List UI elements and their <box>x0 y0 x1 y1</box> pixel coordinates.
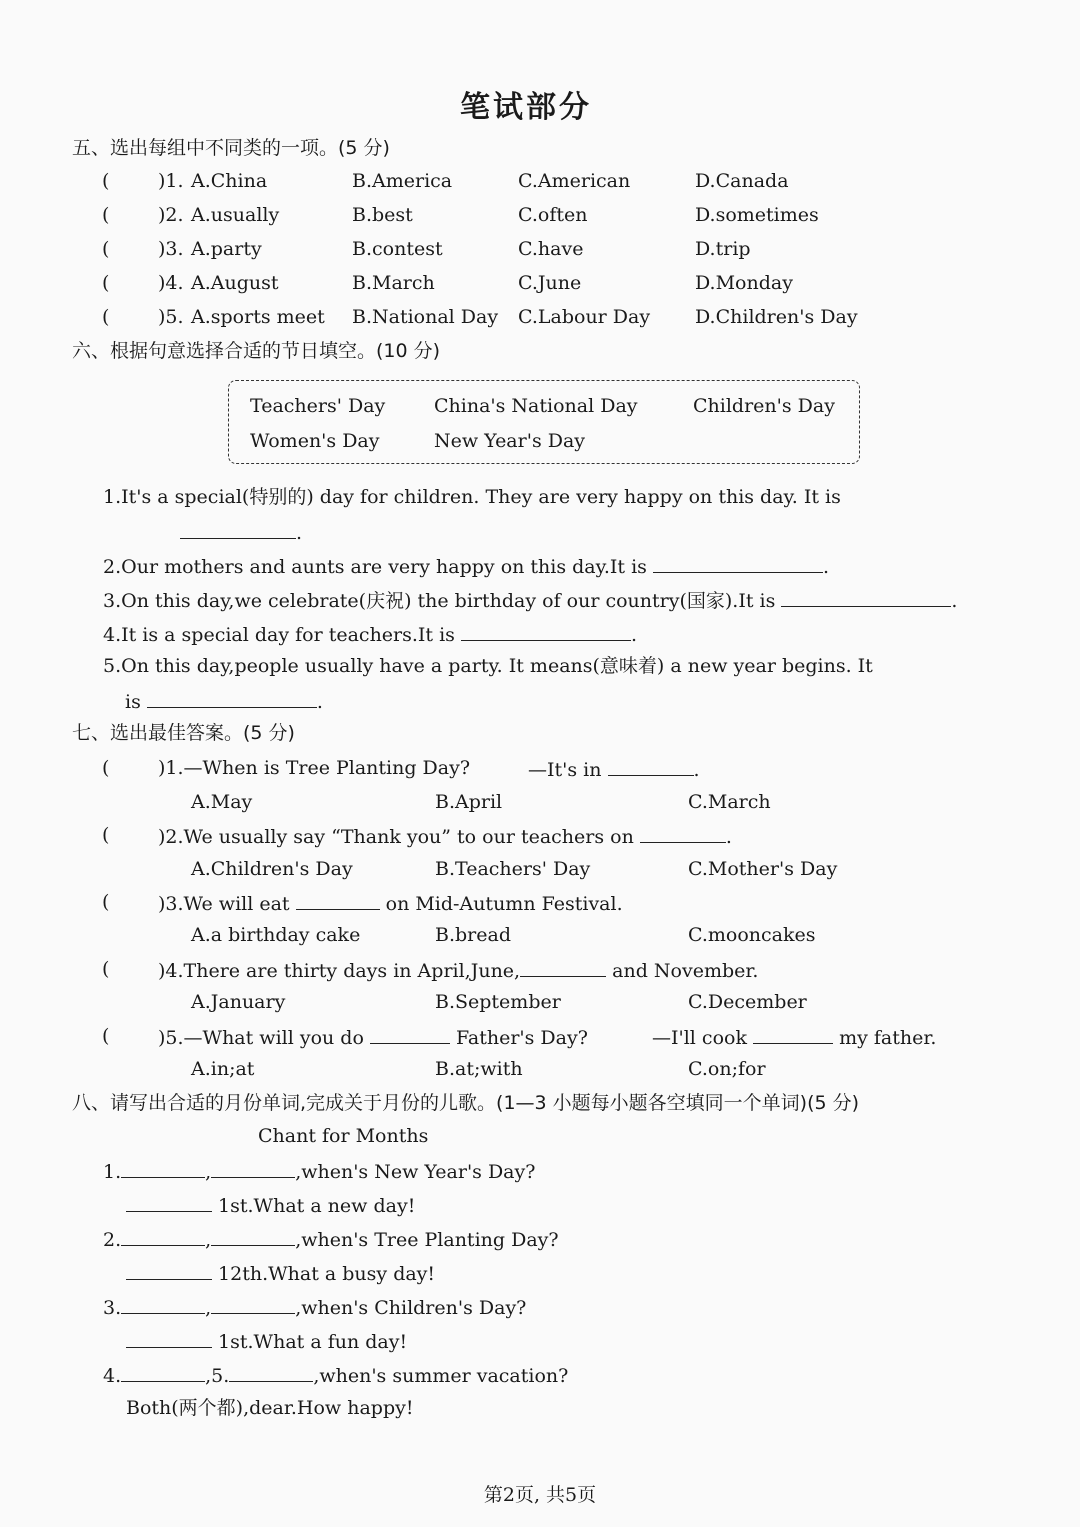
q-number: )2. <box>158 204 184 226</box>
option-a: A.May <box>191 791 253 813</box>
question-7-2 <box>158 824 732 849</box>
answer-paren[interactable]: ( <box>102 824 110 846</box>
option-b: B.bread <box>435 924 511 946</box>
option-d: D.Canada <box>695 170 789 192</box>
question-text: 2.Our mothers and aunts are very happy on this day.It is <box>103 556 647 578</box>
chant-line-1b <box>126 1193 415 1218</box>
question-6-2 <box>103 554 829 579</box>
q-number: )4. <box>158 272 184 294</box>
section-7-heading: 七、选出最佳答案。(5 分) <box>72 722 295 744</box>
question-text: Father's Day? <box>456 1027 588 1049</box>
option-c: C.often <box>518 204 588 226</box>
item-number: 2. <box>103 1229 122 1251</box>
answer-blank[interactable] <box>147 689 317 708</box>
chant-line-1 <box>103 1159 535 1184</box>
answer-blank[interactable] <box>781 588 951 607</box>
question-text: 4.It is a special day for teachers.It is <box>103 624 455 646</box>
period: . <box>725 826 732 848</box>
item-number: ,5. <box>205 1365 230 1387</box>
answer-blank[interactable] <box>608 757 694 776</box>
chant-line-2b <box>126 1261 435 1286</box>
option-b: B.September <box>435 991 561 1013</box>
option-a: A.usually <box>191 204 280 226</box>
answer-paren[interactable]: ( <box>102 958 110 980</box>
option-b: B.at;with <box>435 1058 523 1080</box>
chant-line-3 <box>103 1295 526 1320</box>
chant-line-2 <box>103 1227 559 1252</box>
option-c: C.mooncakes <box>688 924 816 946</box>
page-title: 笔试部分 <box>460 90 592 125</box>
period: . <box>630 624 638 646</box>
word-bank-item: Children's Day <box>693 395 835 417</box>
answer-blank[interactable] <box>229 1363 313 1382</box>
option-a: A.in;at <box>191 1058 255 1080</box>
item-number: 1. <box>103 1161 122 1183</box>
option-a: A.January <box>191 991 286 1013</box>
comma: , <box>205 1229 212 1251</box>
q-number: )1. <box>158 170 184 192</box>
option-d: D.Monday <box>695 272 793 294</box>
answer-blank[interactable] <box>126 1261 212 1280</box>
question-text: )3.We will eat <box>158 893 290 915</box>
answer-blank[interactable] <box>211 1227 295 1246</box>
answer-blank[interactable] <box>653 554 823 573</box>
option-d: D.Children's Day <box>695 306 858 328</box>
word-bank-item: New Year's Day <box>434 430 586 452</box>
chant-text: ,when's Tree Planting Day? <box>295 1229 559 1251</box>
answer-blank[interactable] <box>126 1193 212 1212</box>
answer-blank[interactable] <box>121 1227 205 1246</box>
chant-text: 12th.What a busy day! <box>218 1263 436 1285</box>
q-number: )5. <box>158 306 184 328</box>
question-6-1-blank-line <box>180 520 302 545</box>
section-6-heading: 六、根据句意选择合适的节日填空。(10 分) <box>72 340 441 362</box>
answer-blank[interactable] <box>121 1295 205 1314</box>
question-7-5-reply <box>652 1025 936 1050</box>
option-b: B.America <box>352 170 453 192</box>
question-text: )2.We usually say “Thank you” to our teachers on <box>158 826 634 848</box>
answer-blank[interactable] <box>640 824 726 843</box>
answer-paren[interactable]: ( <box>102 204 110 226</box>
option-a: A.sports meet <box>191 306 325 328</box>
question-7-5 <box>158 1025 588 1050</box>
answer-blank[interactable] <box>520 958 606 977</box>
chant-line-3b <box>126 1329 407 1354</box>
answer-paren[interactable]: ( <box>102 1025 110 1047</box>
chant-text: 1st.What a fun day! <box>218 1331 408 1353</box>
option-d: D.sometimes <box>695 204 819 226</box>
word-bank-item: Women's Day <box>250 430 380 452</box>
option-b: B.National Day <box>352 306 499 328</box>
answer-blank[interactable] <box>461 622 631 641</box>
question-text: and November. <box>612 960 759 982</box>
question-7-1-reply <box>528 757 700 782</box>
question-text: —I'll cook <box>652 1027 747 1049</box>
period: . <box>296 522 303 544</box>
question-text: )5.—What will you do <box>158 1027 364 1049</box>
question-7-3 <box>158 891 623 916</box>
page-footer: 第2页, 共5页 <box>483 1484 597 1506</box>
answer-blank[interactable] <box>296 891 380 910</box>
question-6-1: 1.It's a special(特别的) day for children. They are very happy on this day. It is <box>103 486 841 508</box>
word-bank-box <box>228 380 860 464</box>
option-d: D.trip <box>695 238 751 260</box>
option-a: A.party <box>191 238 262 260</box>
option-c: C.December <box>688 991 807 1013</box>
option-c: C.Labour Day <box>518 306 651 328</box>
period: . <box>693 759 700 781</box>
question-6-4 <box>103 622 637 647</box>
option-a: A.Children's Day <box>191 858 353 880</box>
chant-text: ,when's Children's Day? <box>295 1297 527 1319</box>
period: . <box>316 691 323 713</box>
answer-paren[interactable]: ( <box>102 238 110 260</box>
question-text: 3.On this day,we celebrate(庆祝) the birthday of our country(国家).It is <box>103 590 776 612</box>
chant-title: Chant for Months <box>258 1125 429 1147</box>
section-8-heading: 八、请写出合适的月份单词,完成关于月份的儿歌。(1—3 小题每小题各空填同一个单词)(5 分) <box>72 1092 860 1114</box>
question-text: —It's in <box>528 759 602 781</box>
question-6-5: 5.On this day,people usually have a party. It means(意味着) a new year begins. It <box>103 655 873 677</box>
question-6-3 <box>103 588 957 613</box>
question-6-5-blank-line <box>125 689 323 714</box>
word-bank-item: Teachers' Day <box>250 395 386 417</box>
option-b: B.best <box>352 204 413 226</box>
item-number: 3. <box>103 1297 122 1319</box>
chant-text: 1st.What a new day! <box>218 1195 416 1217</box>
chant-text: ,when's summer vacation? <box>313 1365 569 1387</box>
option-c: C.on;for <box>688 1058 766 1080</box>
answer-paren[interactable]: ( <box>102 170 110 192</box>
option-c: C.American <box>518 170 631 192</box>
answer-paren[interactable]: ( <box>102 757 110 779</box>
answer-blank[interactable] <box>180 520 296 539</box>
option-b: B.contest <box>352 238 443 260</box>
chant-text: ,when's New Year's Day? <box>295 1161 536 1183</box>
answer-blank[interactable] <box>211 1295 295 1314</box>
comma: , <box>205 1297 212 1319</box>
option-c: C.March <box>688 791 771 813</box>
question-text: )4.There are thirty days in April,June, <box>158 960 521 982</box>
answer-blank[interactable] <box>121 1363 205 1382</box>
option-a: A.August <box>191 272 279 294</box>
item-number: 4. <box>103 1365 122 1387</box>
option-c: C.have <box>518 238 584 260</box>
question-text: my father. <box>839 1027 937 1049</box>
answer-blank[interactable] <box>753 1025 833 1044</box>
question-text: is <box>125 691 141 713</box>
answer-blank[interactable] <box>211 1159 295 1178</box>
answer-blank[interactable] <box>370 1025 450 1044</box>
word-bank-item: China's National Day <box>434 395 638 417</box>
answer-paren[interactable]: ( <box>102 272 110 294</box>
comma: , <box>205 1161 212 1183</box>
chant-line-4b: Both(两个都),dear.How happy! <box>126 1397 414 1419</box>
option-b: B.March <box>352 272 435 294</box>
q-number: )3. <box>158 238 184 260</box>
question-7-4 <box>158 958 758 983</box>
option-c: C.June <box>518 272 582 294</box>
option-c: C.Mother's Day <box>688 858 838 880</box>
question-7-1: )1.—When is Tree Planting Day? <box>158 757 471 779</box>
option-b: B.April <box>435 791 503 813</box>
chant-line-4 <box>103 1363 568 1388</box>
section-5-heading: 五、选出每组中不同类的一项。(5 分) <box>72 137 390 159</box>
question-text: on Mid-Autumn Festival. <box>385 893 623 915</box>
option-b: B.Teachers' Day <box>435 858 591 880</box>
answer-blank[interactable] <box>126 1329 212 1348</box>
period: . <box>951 590 958 612</box>
option-a: A.China <box>191 170 268 192</box>
option-a: A.a birthday cake <box>191 924 361 946</box>
answer-paren[interactable]: ( <box>102 306 110 328</box>
answer-paren[interactable]: ( <box>102 891 110 913</box>
period: . <box>822 556 829 578</box>
answer-blank[interactable] <box>121 1159 205 1178</box>
